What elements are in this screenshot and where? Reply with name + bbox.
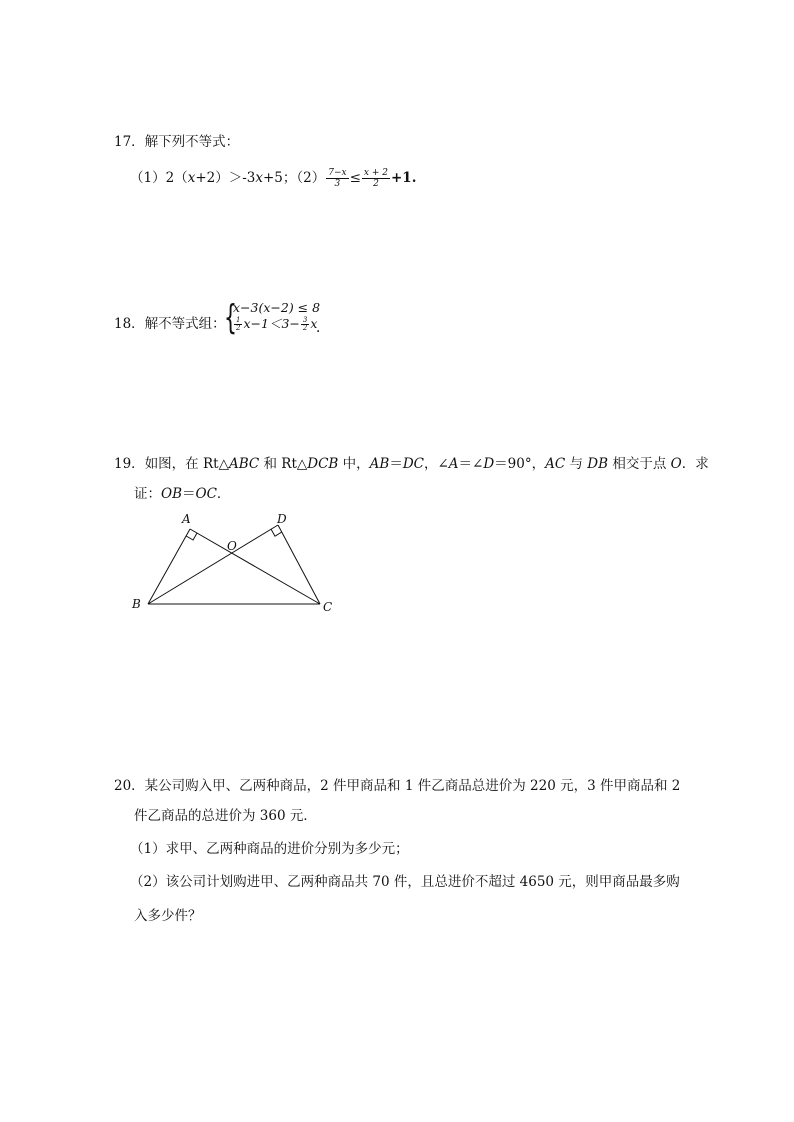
q17-title: 解下列不等式：	[144, 134, 240, 150]
q19-t6: ＝90°，	[494, 456, 546, 472]
q17-part1-label: （1）2（	[130, 170, 188, 186]
q18-half-den: 2	[236, 324, 241, 332]
q19-dc: DC	[402, 456, 424, 472]
q18-tf-num: 3	[302, 316, 308, 324]
q19-line1	[114, 454, 709, 474]
q19-t8: 相交于点	[608, 456, 671, 472]
q18-end-period: .	[316, 320, 321, 336]
q19-t7: 与	[565, 456, 588, 472]
q18-title: 解不等式组：	[144, 316, 226, 332]
q19-ac: AC	[545, 456, 566, 472]
segment-bd	[148, 525, 278, 604]
q18-row2-x: x	[310, 316, 318, 331]
q17-fraction-1	[326, 168, 348, 189]
label-o: O	[227, 539, 237, 553]
q18-half-num: 1	[236, 316, 241, 324]
q19-dcb: DCB	[307, 456, 339, 472]
label-d: D	[277, 512, 287, 526]
q17-var-x2: x	[255, 170, 263, 186]
q19-figure	[120, 505, 350, 620]
label-b: B	[132, 597, 141, 611]
q19-ob: OB	[161, 486, 182, 502]
q19-o: O	[670, 456, 682, 472]
q17-fraction-2	[362, 168, 390, 189]
q19-number: 19．	[114, 456, 145, 472]
q18-tf-den: 2	[302, 324, 308, 332]
q17-heading	[114, 132, 239, 152]
right-angle-mark-d	[271, 529, 282, 536]
q17-frac1-denominator: 3	[334, 179, 341, 189]
q19-eq2: ＝	[182, 486, 196, 502]
q17-frac2-numerator: x + 2	[363, 168, 388, 178]
q19-ab: AB	[369, 456, 390, 472]
q20-part2: （2）该公司计划购进甲、乙两种商品共 70 件，且总进价不超过 4650 元，则甲商品最多购	[130, 874, 680, 890]
q18-number: 18．	[114, 316, 145, 332]
q18-half	[234, 317, 242, 332]
label-c: C	[323, 600, 333, 614]
q18-heading	[114, 314, 226, 334]
q20-line2: 件乙商品的总进价为 360 元．	[134, 808, 317, 824]
q20-part2-cont: 入多少件？	[134, 908, 202, 924]
q19-abc: ABC	[228, 456, 260, 472]
q17-number: 17．	[114, 134, 145, 150]
q19-t1: 如图，在 Rt△	[144, 456, 229, 472]
q17-part1-end: +5；（2）	[263, 170, 326, 186]
q17-part1-mid: +2）＞-3	[195, 170, 256, 186]
q17-tail: +1.	[390, 170, 417, 186]
q18-row1: x−3(x−2) ≤ 8	[233, 300, 321, 315]
segment-ab	[148, 529, 190, 604]
q17-inequalities	[130, 168, 416, 189]
q19-t2: 和 Rt△	[259, 456, 308, 472]
q18-row2-text: x−1＜3−	[243, 316, 300, 331]
q19-t3: 中，	[338, 456, 370, 472]
q19-t9: ．求	[681, 456, 709, 472]
q17-var-x: x	[187, 170, 196, 186]
q18-three-halves	[301, 317, 309, 332]
q18-brace: {	[224, 298, 237, 338]
q19-t10: 证：	[134, 486, 161, 502]
q19-t4: ，∠	[423, 456, 449, 472]
q19-oc: OC	[195, 486, 217, 502]
q19-angle-a: A	[448, 456, 459, 472]
q19-angle-d: D	[483, 456, 495, 472]
q19-line2	[134, 484, 230, 504]
q19-db: DB	[587, 456, 609, 472]
q18-row2	[233, 316, 317, 332]
label-a: A	[182, 512, 191, 526]
q19-t5: ＝∠	[458, 456, 484, 472]
q19-eq1: ＝	[389, 456, 403, 472]
q20-part1: （1）求甲、乙两种商品的进价分别为多少元；	[130, 841, 409, 857]
q17-frac1-numerator: 7−x	[328, 168, 347, 178]
q19-t11: ．	[216, 486, 231, 502]
q17-leq-sign: ≤	[349, 170, 361, 186]
q17-frac2-denominator: 2	[373, 179, 379, 189]
q20-line1: 20．某公司购入甲、乙两种商品，2 件甲商品和 1 件乙商品总进价为 220 元，3 件甲商品和 2	[114, 778, 681, 794]
